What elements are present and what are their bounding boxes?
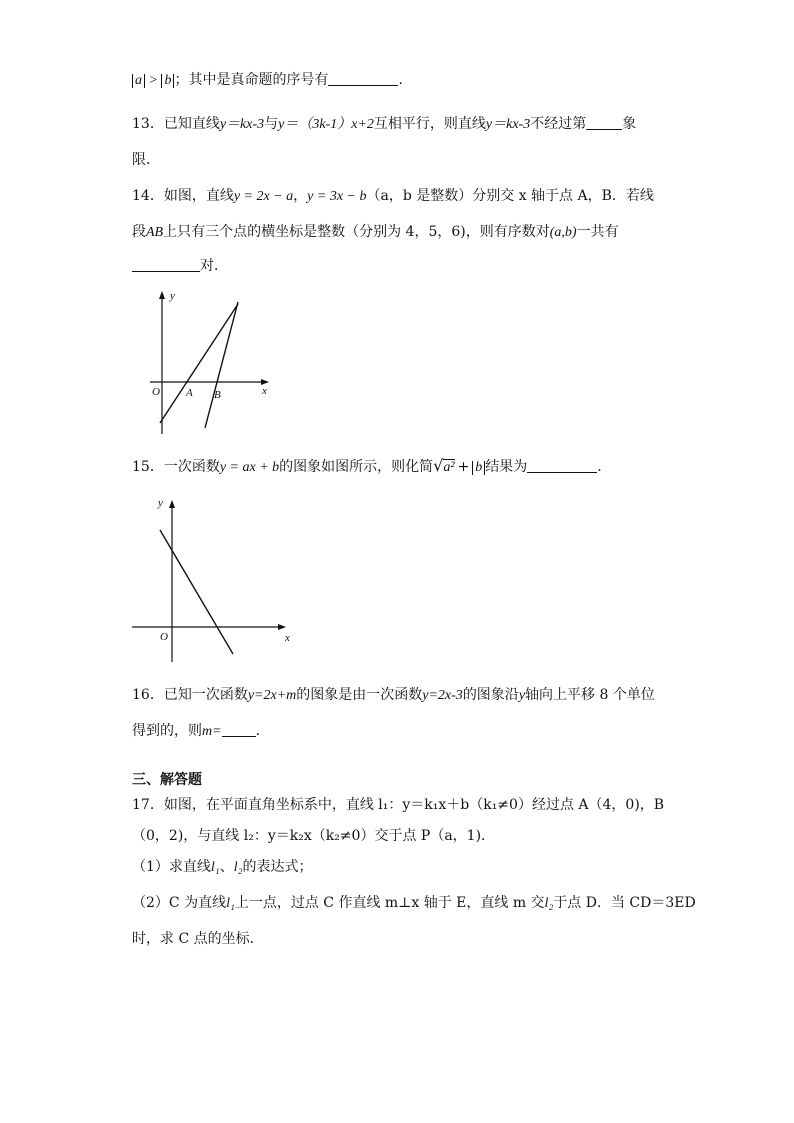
q15-abs-b: b [472,461,485,475]
q14-number: 14．如图，直线 [132,188,234,204]
q14-line3-text: 对． [200,258,228,274]
q17-part2 [132,893,696,914]
q16-line1 [132,685,655,706]
section-heading: 三、解答题 [132,772,202,788]
q14-sep: ， [293,188,308,204]
x-label: x [285,632,290,644]
gt-sign: > [145,73,162,88]
q14-text1: （a，b 是整数）分别交 x 轴于点 A，B．若线 [366,188,654,204]
y-label: y [170,290,175,302]
q15-text2: 结果为 [485,459,528,475]
x-label: x [262,385,267,397]
q16-number: 16．已知一次函数 [132,687,248,703]
q13-end1: 象 [622,116,637,132]
q17-part1b: 的表达式； [242,859,313,875]
answer-blank[interactable] [586,115,622,130]
q13-mid1: 与 [264,116,279,132]
line-y-3x-b [205,302,238,428]
q16-line2 [132,721,270,742]
q16-m: m= [202,724,222,739]
q12-end: . [398,72,403,88]
x-axis-arrow [278,624,286,630]
q14-line2 [132,222,619,243]
q17-part1 [132,857,312,878]
q16-eq1: y=2x+m [247,688,297,703]
origin-label: O [152,386,160,398]
q17-line1: 17．如图，在平面直角坐标系中，直线 l₁：y＝k₁x＋b（k₁≠0）经过点 A（4，0)，B [132,797,665,813]
line-y-ax-b [160,530,233,654]
q16-line2a: 得到的，则 [132,723,202,739]
q13-eq1: y＝kx-3 [219,117,265,132]
q15-plus: + [457,459,470,475]
q15-text1: 的图象如图所示，则化简 [279,459,434,475]
point-b-label: B [214,389,221,401]
q13-mid2: 互相平行，则直线 [373,116,486,132]
sqrt-sign: √ [433,456,444,475]
q17-part2-l2: l₂ [544,896,554,911]
abs-a: a [132,74,145,88]
answer-blank[interactable] [527,458,597,473]
answer-blank[interactable] [222,722,256,737]
q13-mid3: 不经过第 [530,116,587,132]
y-label: y [158,497,163,509]
q14-figure [150,288,275,438]
q13-line1 [132,114,636,135]
y-axis-arrow [159,291,165,299]
line-y-2x-a [160,304,238,423]
point-a-label: A [186,387,193,399]
q17-part1sep: 、 [219,859,234,875]
q13-line2: 限． [132,152,160,168]
q13-eq3: y＝kx-3 [485,117,531,132]
abs-b: b [161,74,174,88]
q15-line1 [132,456,602,478]
q14-pair: (a,b) [549,225,577,240]
q16-text2: 的图象沿 [462,687,519,703]
answer-blank[interactable] [132,257,200,272]
q17-l2: l₂ [233,860,243,875]
q14-eq1: y = 2x − a [233,189,294,204]
q15-eq: y = ax + b [219,460,280,475]
q14-line2a: 段 [132,224,146,240]
q16-end: ． [255,723,270,739]
q15-number: 15．一次函数 [132,459,220,475]
q12-tail-line [132,70,403,91]
q14-line2b: 上只有三个点的横坐标是整数（分别为 4，5，6)，则有序数对 [163,224,550,240]
origin-label: O [160,631,168,643]
q17-part2b: 上一点，过点 C 作直线 m⊥x 轴于 E，直线 m 交 [234,895,545,911]
q14-line2c: 一共有 [576,224,619,240]
q16-text3: 轴向上平移 8 个单位 [525,687,655,703]
q14-eq2: y = 3x − b [307,189,367,204]
q16-y: y [518,688,526,703]
answer-blank[interactable] [328,71,398,86]
q15-radicand: a² [443,460,455,475]
q17-part2-l1: l₁ [226,896,235,911]
q16-text1: 的图象是由一次函数 [296,687,423,703]
q13-eq2: y＝（3k-1）x+2 [278,117,374,132]
q17-part1a: （1）求直线 [132,859,211,875]
q16-eq2: y=2x-3 [422,688,463,703]
q13-number: 13．已知直线 [132,116,220,132]
q15-end: . [597,459,602,475]
q12-text: ；其中是真命题的序号有 [174,72,329,88]
q14-line3 [132,256,228,276]
q17-part2-line2: 时，求 C 点的坐标． [132,931,264,947]
q14-ab: AB [146,225,164,240]
q17-part2c: 于点 D．当 CD＝3ED [553,895,696,911]
q17-l1: l₁ [210,860,220,875]
y-axis-arrow [169,500,175,508]
q17-part2a: （2）C 为直线 [132,895,227,911]
q14-line1 [132,186,654,207]
q15-figure [130,492,300,667]
q17-line2: （0，2)，与直线 l₂：y＝k₂x（k₂≠0）交于点 P（a，1)． [132,828,496,844]
